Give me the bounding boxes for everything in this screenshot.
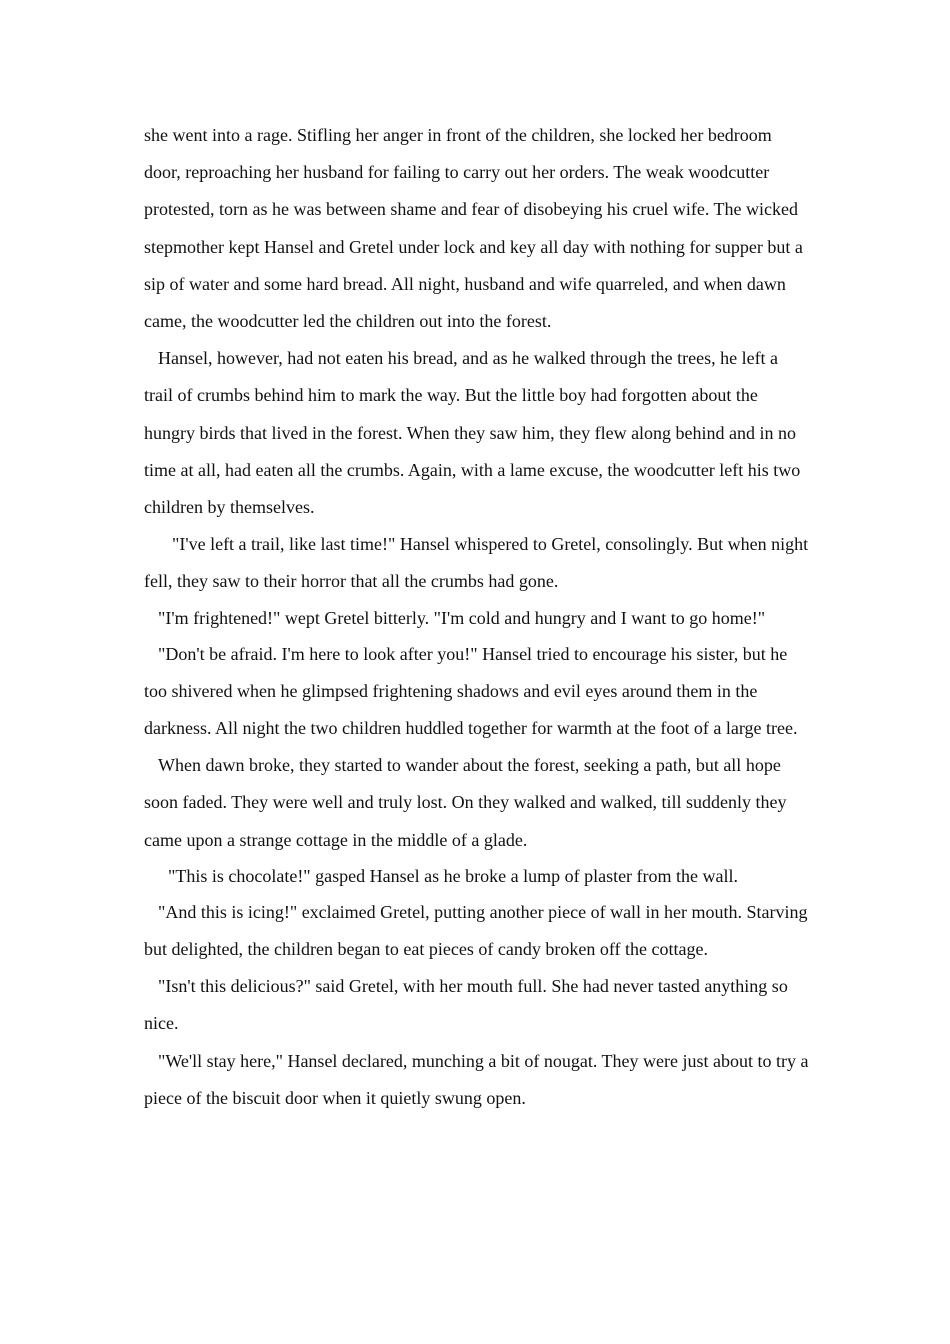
paragraph-4: "I'm frightened!" wept Gretel bitterly. "I'm cold and hungry and I want to go home!" xyxy=(158,607,766,628)
paragraph-5: "Don't be afraid. I'm here to look after you!" Hansel tried to encourage his sister, but he too shivered when he glimpsed frightening shadows and evil eyes around them in the darkness. All night the two children huddled together for warmth at the foot of a large tree. xyxy=(144,643,798,739)
paragraph-10: "We'll stay here," Hansel declared, munching a bit of nougat. They were just about to try a piece of the biscuit door when it quietly swung open. xyxy=(144,1050,809,1108)
paragraph-1: she went into a rage. Stifling her anger in front of the children, she locked her bedroom door, reproaching her husband for failing to carry out her orders. The weak woodcutter protested, torn as he was between shame and fear of disobeying his cruel wife. The wicked stepmother kept Hansel and Gretel under lock and key all day with nothing for supper but a sip of water and some hard bread. All night, husband and wife quarreled, and when dawn came, the woodcutter led the children out into the forest. xyxy=(144,125,803,332)
paragraph-3: "I've left a trail, like last time!" Hansel whispered to Gretel, consolingly. But when night fell, they saw to their horror that all the crumbs had gone. xyxy=(144,534,809,592)
paragraph-6: When dawn broke, they started to wander about the forest, seeking a path, but all hope soon faded. They were well and truly lost. On they walked and walked, till suddenly they came upon a strange cottage in the middle of a glade. xyxy=(144,755,787,850)
paragraph-9: "Isn't this delicious?" said Gretel, with her mouth full. She had never tasted anything so nice. xyxy=(144,976,788,1034)
paragraph-2: Hansel, however, had not eaten his bread, and as he walked through the trees, he left a trail of crumbs behind him to mark the way. But the little boy had forgotten about the hungry birds that lived in the forest. When they saw him, they flew along behind and in no time at all, had eaten all the crumbs. Again, with a lame excuse, the woodcutter left his two children by themselves. xyxy=(144,348,801,518)
document-page xyxy=(144,117,810,1117)
paragraph-7: "This is chocolate!" gasped Hansel as he broke a lump of plaster from the wall. xyxy=(168,865,739,886)
paragraph-8: "And this is icing!" exclaimed Gretel, putting another piece of wall in her mouth. Starving but delighted, the children began to eat pieces of candy broken off the cottage. xyxy=(144,901,808,960)
